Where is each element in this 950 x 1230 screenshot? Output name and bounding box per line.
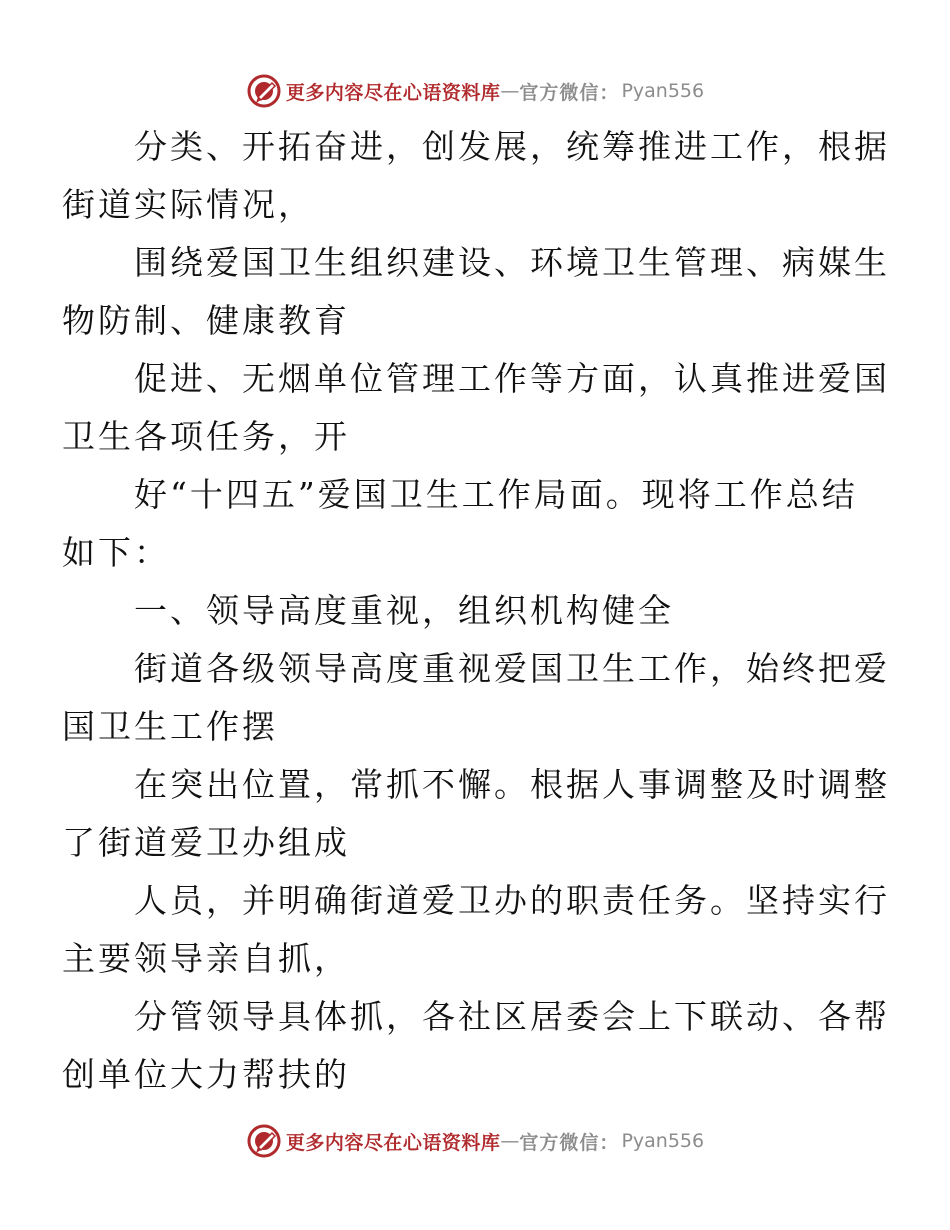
paragraph-line: 物防制、健康教育	[62, 301, 350, 340]
watermark-contact-label: 官方微信：	[519, 1131, 620, 1154]
watermark-separator: —	[500, 80, 520, 102]
paragraph	[62, 350, 890, 466]
paragraph	[62, 988, 890, 1104]
paragraph-line: 在突出位置，常抓不懈。根据人事调整及时调整	[134, 765, 890, 804]
pen-logo-icon	[246, 73, 282, 109]
document-body	[62, 118, 890, 1104]
watermark-main-text: 更多内容尽在心语资料库	[285, 1131, 501, 1154]
paragraph-line: 围绕爱国卫生组织建设、环境卫生管理、病媒生	[134, 243, 890, 282]
paragraph-line: 好“十四五”爱国卫生工作局面。现将工作总结	[134, 475, 858, 514]
paragraph-line: 街道各级领导高度重视爱国卫生工作，始终把爱	[134, 649, 890, 688]
paragraph-line: 分管领导具体抓，各社区居委会上下联动、各帮	[134, 997, 890, 1036]
paragraph-line: 人员，并明确街道爱卫办的职责任务。坚持实行	[134, 881, 890, 920]
paragraph	[62, 872, 890, 988]
paragraph-line: 卫生各项任务，开	[62, 417, 350, 456]
paragraph-line: 促进、无烟单位管理工作等方面，认真推进爱国	[134, 359, 890, 398]
watermark-contact-id: Pyan556	[621, 80, 705, 102]
paragraph	[62, 118, 890, 234]
paragraph	[62, 756, 890, 872]
section-heading	[98, 582, 854, 640]
paragraph	[62, 466, 858, 582]
pen-logo-icon	[246, 1123, 282, 1159]
paragraph-line: 了街道爱卫办组成	[62, 823, 350, 862]
paragraph-line: 如下：	[62, 533, 170, 572]
paragraph	[62, 234, 890, 350]
watermark-contact-id: Pyan556	[621, 1130, 705, 1152]
paragraph-line: 创单位大力帮扶的	[62, 1055, 350, 1094]
paragraph-line: 街道实际情况，	[62, 185, 314, 224]
watermark-main-text: 更多内容尽在心语资料库	[285, 81, 501, 104]
paragraph-line: 主要领导亲自抓，	[62, 939, 350, 978]
header-watermark	[0, 71, 950, 111]
section-heading-text: 一、领导高度重视，组织机构健全	[134, 591, 674, 630]
watermark-contact-label: 官方微信：	[519, 81, 620, 104]
paragraph-line: 国卫生工作摆	[62, 707, 278, 746]
footer-watermark	[0, 1121, 950, 1161]
watermark-separator: —	[500, 1130, 520, 1152]
paragraph	[62, 640, 890, 756]
paragraph-line: 分类、开拓奋进，创发展，统筹推进工作，根据	[134, 127, 890, 166]
